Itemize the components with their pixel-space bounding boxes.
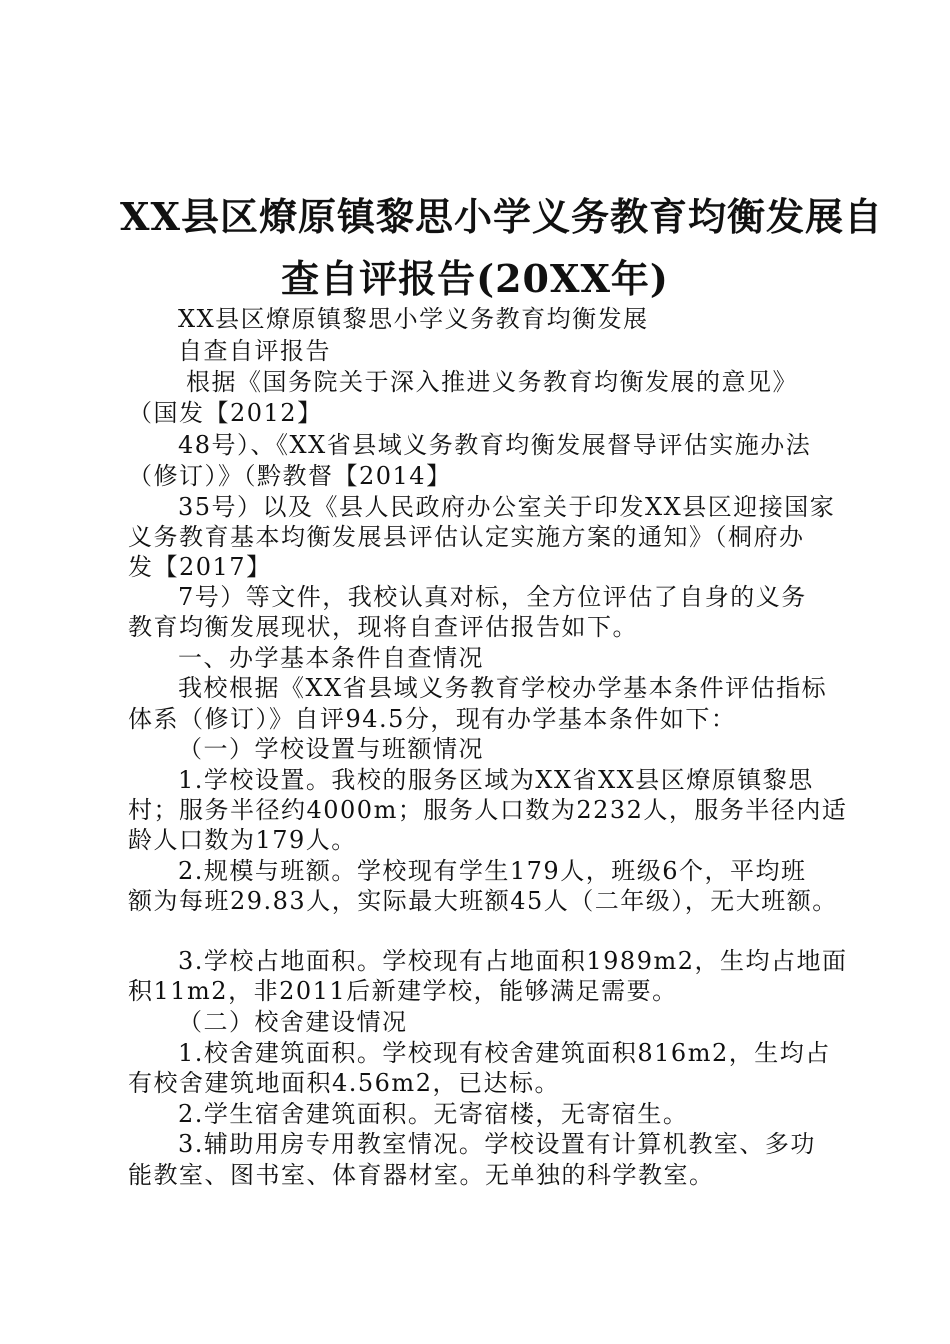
body-line: 积11m2，非2011后新建学校，能够满足需要。 — [128, 977, 678, 1005]
body-line: 48号）、《XX省县域义务教育均衡发展督导评估实施办法 — [178, 431, 812, 459]
subsection-heading: （一）学校设置与班额情况 — [178, 735, 484, 763]
body-line: 1.校舍建筑面积。学校现有校舍建筑面积816m2，生均占 — [178, 1039, 831, 1067]
document-title-line-2: 查自评报告(20XX年) — [281, 256, 669, 301]
body-line: 我校根据《XX省县域义务教育学校办学基本条件评估指标 — [178, 674, 828, 702]
body-line: 3.辅助用房专用教室情况。学校设置有计算机教室、多功 — [178, 1130, 816, 1158]
body-line: 有校舍建筑地面积4.56m2，已达标。 — [128, 1069, 560, 1097]
body-line: 2.学生宿舍建筑面积。无寄宿楼，无寄宿生。 — [178, 1100, 689, 1128]
body-line: 根据《国务院关于深入推进义务教育均衡发展的意见》 — [186, 368, 798, 396]
body-line: 35号）以及《县人民政府办公室关于印发XX县区迎接国家 — [178, 493, 836, 521]
document-title-line-1: XX县区燎原镇黎思小学义务教育均衡发展自 — [120, 194, 883, 239]
body-line: XX县区燎原镇黎思小学义务教育均衡发展 — [178, 305, 649, 333]
body-line: 3.学校占地面积。学校现有占地面积1989m2，生均占地面 — [178, 947, 848, 975]
body-line: 体系（修订）》自评94.5分，现有办学基本条件如下： — [128, 705, 737, 733]
body-line: 自查自评报告 — [178, 337, 331, 365]
body-line: 1.学校设置。我校的服务区域为XX省XX县区燎原镇黎思 — [178, 766, 814, 794]
body-line: 义务教育基本均衡发展县评估认定实施方案的通知》（桐府办 — [128, 523, 805, 551]
body-line: （修订）》（黔教督【2014】 — [128, 462, 452, 490]
body-line: 发【2017】 — [128, 553, 272, 581]
body-line: 7号）等文件，我校认真对标，全方位评估了自身的义务 — [178, 583, 807, 611]
subsection-heading: （二）校舍建设情况 — [178, 1008, 408, 1036]
body-line: 教育均衡发展现状，现将自查评估报告如下。 — [128, 613, 638, 641]
body-line: 龄人口数为179人。 — [128, 826, 357, 854]
body-line: 额为每班29.83人，实际最大班额45人（二年级），无大班额。 — [128, 887, 838, 915]
section-heading: 一、办学基本条件自查情况 — [178, 644, 484, 672]
body-line: 2.规模与班额。学校现有学生179人，班级6个，平均班 — [178, 857, 807, 885]
body-line: （国发【2012】 — [128, 399, 323, 427]
body-line: 能教室、图书室、体育器材室。无单独的科学教室。 — [128, 1161, 715, 1189]
body-line: 村；服务半径约4000m；服务人口数为2232人，服务半径内适 — [128, 796, 848, 824]
